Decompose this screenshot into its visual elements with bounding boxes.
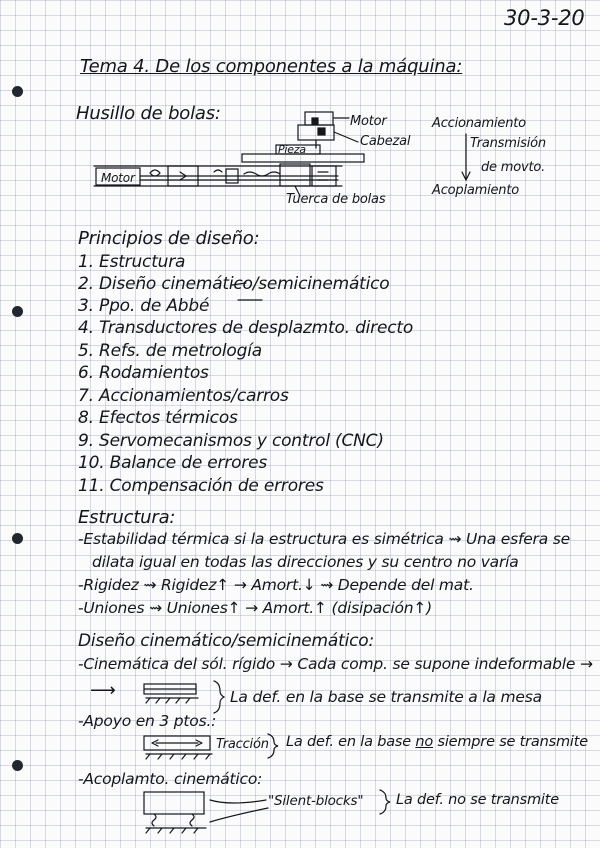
principio-item: 7. Accionamientos/carros — [78, 386, 289, 406]
estructura-line-2: dilata igual en todas las direcciones y su centro no varía — [92, 553, 519, 571]
principio-item: 3. Ppo. de Abbé — [78, 296, 210, 316]
principio-item: 2. Diseño cinemático/semicinemático — [78, 274, 390, 294]
diseno-line-5: -Acoplamto. cinemático: — [78, 770, 263, 788]
diseno-line-4-pre: La def. en la base — [286, 734, 416, 750]
date: 30-3-20 — [504, 6, 585, 30]
motor-box-label: Motor — [101, 171, 135, 185]
cabezal-label: Cabezal — [360, 134, 411, 149]
husillo-heading: Husillo de bolas: — [76, 103, 221, 124]
motor-box — [96, 168, 140, 185]
principios-heading: Principios de diseño: — [78, 228, 260, 249]
apoyo-sketch — [144, 734, 278, 759]
diseno-line-6: La def. no se transmite — [396, 792, 559, 808]
mesa-sketch — [144, 681, 224, 713]
strike-mark — [232, 283, 246, 285]
principio-item: 6. Rodamientos — [78, 363, 209, 383]
estructura-line-1: -Estabilidad térmica si la estructura es simétrica ⇝ Una esfera se — [78, 530, 570, 548]
acoplamiento-sketch — [144, 790, 390, 833]
page-title: Tema 4. De los componentes a la máquina: — [80, 56, 463, 77]
transmision-label-1: Transmisión — [470, 136, 546, 151]
diseno-line-3: -Apoyo en 3 ptos.: — [78, 712, 217, 730]
estructura-line-3: -Rigidez ⇝ Rigidez↑ → Amort.↓ ⇝ Depende del mat. — [78, 576, 474, 594]
principio-item: 4. Transductores de desplazmto. directo — [78, 318, 414, 338]
tuerca-pointer — [295, 186, 300, 196]
pieza-block — [276, 145, 320, 154]
diseno-line-4-no: no — [415, 734, 434, 750]
principio-item: 11. Compensación de errores — [78, 476, 324, 496]
principio-item: 1. Estructura — [78, 252, 186, 272]
cabezal-pointer — [334, 132, 358, 142]
principio-item: 8. Efectos térmicos — [78, 408, 238, 428]
traccion-label: Tracción — [216, 737, 269, 752]
husillo-sketch — [94, 112, 364, 196]
cabezal-block — [298, 125, 334, 140]
estructura-line-4: -Uniones ⇝ Uniones↑ → Amort.↑ (disipación↑) — [78, 599, 433, 617]
diseno-line-4-post: siempre se transmite — [433, 734, 588, 750]
acoplamiento-label: Acoplamiento — [432, 183, 519, 198]
transmision-label-2: de movto. — [481, 160, 546, 175]
principio-item: 9. Servomecanismos y control (CNC) — [78, 431, 384, 451]
silent-blocks-label: "Silent-blocks" — [268, 793, 364, 809]
accionamiento-label: Accionamiento — [432, 116, 526, 131]
motor-block — [305, 112, 333, 125]
mesa-block — [242, 154, 364, 162]
diseno-arrow: ⟶ — [90, 680, 116, 701]
pieza-label: Pieza — [278, 143, 306, 156]
diseno-line-1: -Cinemática del sól. rígido → Cada comp. se supone indeformable → — [78, 655, 593, 673]
principio-item: 10. Balance de errores — [78, 453, 268, 473]
diseno-line-2: La def. en la base se transmite a la mesa — [230, 688, 542, 706]
principio-item: 5. Refs. de metrología — [78, 341, 262, 361]
estructura-heading: Estructura: — [78, 507, 176, 528]
tuerca-block — [280, 164, 310, 186]
motor-label: Motor — [350, 114, 387, 129]
diseno-heading: Diseño cinemático/semicinemático: — [78, 631, 374, 651]
tuerca-label: Tuerca de bolas — [286, 192, 386, 207]
